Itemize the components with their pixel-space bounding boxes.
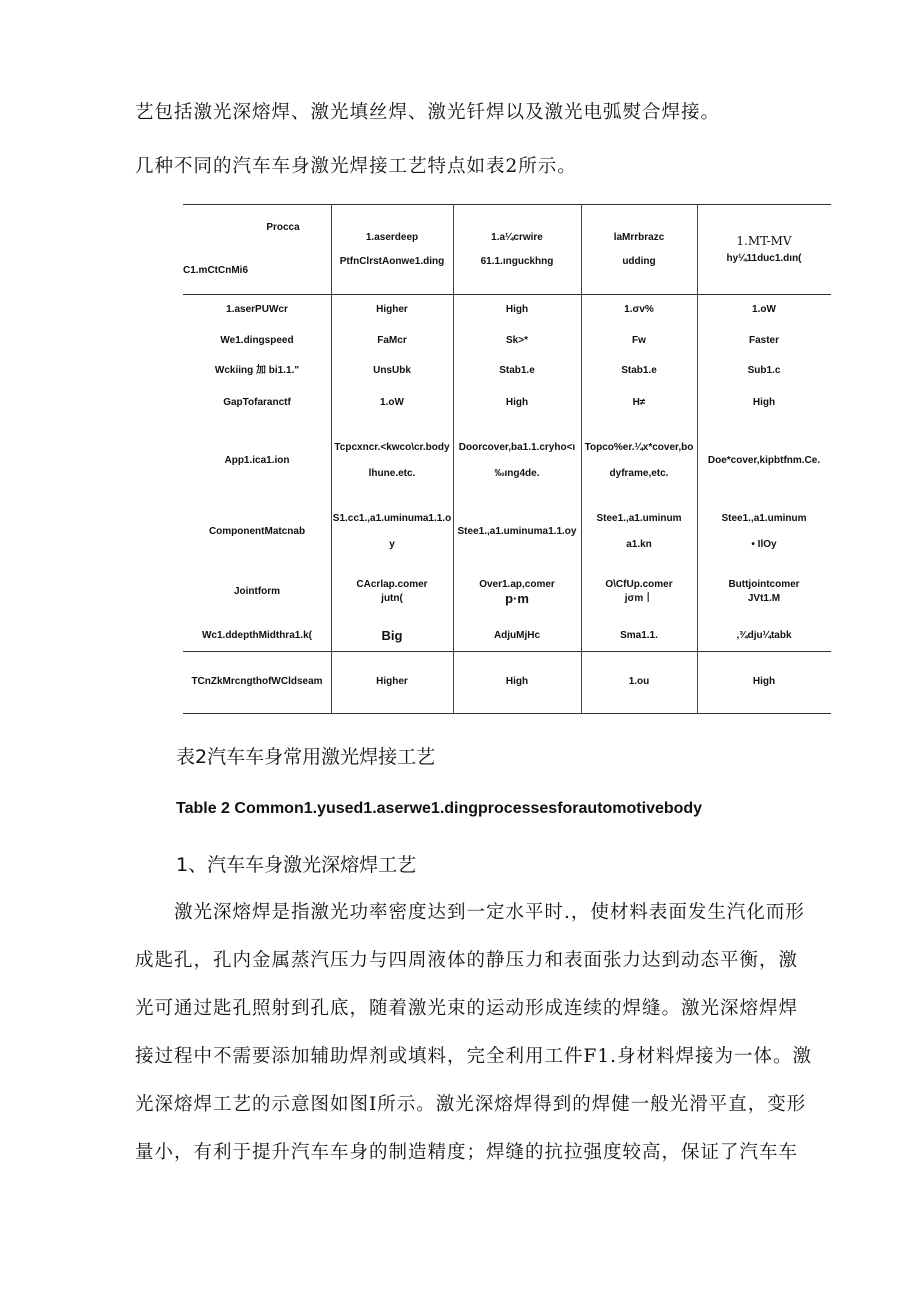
row-1-cell-1 — [331, 300, 453, 320]
row-label-6 — [183, 510, 331, 554]
table-top-rule — [183, 204, 831, 205]
row-8-cell-4-line: ,¾dju¼tabk — [736, 630, 792, 641]
row-label-9 — [183, 672, 331, 692]
row-4-cell-1 — [331, 393, 453, 413]
row-9-cell-1-line: Higher — [376, 676, 408, 687]
body-line-6: 量小，有利于提升汽车车身的制造精度；焊缝的抗拉强度较高，保证了汽车车 — [135, 1142, 799, 1163]
row-9-cell-2-line: High — [505, 676, 529, 687]
row-2-cell-2 — [453, 331, 581, 351]
row-5-cell-3-line: dyframe,etc. — [609, 468, 669, 479]
row-6-cell-2-line: Stee1.,a1.uminuma1.1.oy — [457, 526, 577, 537]
row-label-6-line: ComponentMatcnab — [208, 526, 306, 537]
row-9-cell-4 — [697, 672, 831, 692]
row-6-cell-1-line: S1.cc1.,a1.uminuma1.1.o — [332, 513, 452, 524]
row-5-cell-2-line: ‰ıng4de. — [494, 468, 540, 479]
row-3-cell-1 — [331, 361, 453, 381]
row-4-cell-3 — [581, 393, 697, 413]
row-8-cell-3 — [581, 626, 697, 646]
row-6-cell-3-line: Stee1.,a1.uminum — [596, 513, 682, 524]
row-7-cell-3-line: jσm丨 — [624, 593, 654, 604]
header-col-3-line: laMrrbrazc — [613, 232, 665, 243]
body-line-3: 光可通过匙孔照射到孔底，随着激光束的运动形成连续的焊缝。激光深熔焊焊 — [135, 998, 799, 1019]
row-7-cell-4-line: Buttjointcomer — [728, 579, 800, 590]
row-9-cell-1 — [331, 672, 453, 692]
row-7-cell-3 — [581, 570, 697, 614]
header-col-3-line: udding — [622, 256, 656, 267]
row-7-cell-1-line: CAcrlap.comer — [356, 579, 428, 590]
row-7-cell-2 — [453, 570, 581, 614]
row-2-cell-1-line: FaMcr — [377, 335, 407, 346]
header-col-1 — [331, 212, 453, 288]
header-col-1-line: 1.aserdeep — [365, 232, 419, 243]
header-col-2-line: 1.a¼crwire — [491, 232, 543, 243]
row-label-2-line: We1.dingspeed — [220, 335, 294, 346]
table-caption-chinese: 表2汽车车身常用激光焊接工艺 — [176, 746, 436, 768]
row-8-cell-4 — [697, 626, 831, 646]
row-3-cell-2 — [453, 361, 581, 381]
row-5-cell-4-line: Doe*cover,kipbtfnm.Ce. — [707, 455, 821, 466]
row-4-cell-1-line: 1.oW — [380, 397, 404, 408]
row-8-cell-1 — [331, 626, 453, 646]
row-9-cell-3 — [581, 672, 697, 692]
header-col-2-line: 61.1.ınguckhng — [480, 256, 554, 267]
row-5-cell-1-line: lhune.etc. — [368, 468, 416, 479]
header-col-4-line: hy¼11duc1.dın( — [726, 253, 802, 264]
row-label-5-line: App1.ica1.ion — [224, 455, 290, 466]
row-label-4-line: GapTofaranctf — [223, 397, 291, 408]
row-5-cell-2-line: Doorcover,ba1.1.cryho<ι — [458, 442, 576, 453]
row-6-cell-1-line: y — [389, 539, 395, 550]
row-1-cell-4-line: 1.oW — [752, 304, 776, 315]
row-3-cell-4 — [697, 361, 831, 381]
row-label-4 — [183, 393, 331, 413]
body-line-5: 光深熔焊工艺的示意图如图I所示。激光深熔焊得到的焊健一般光滑平直，变形 — [135, 1094, 807, 1115]
row-5-cell-2 — [453, 439, 581, 483]
row-7-cell-2-line: p·m — [505, 591, 529, 606]
row-7-cell-3-line: O\CfUp.comer — [605, 579, 673, 590]
row-3-cell-3 — [581, 361, 697, 381]
header-col-4 — [697, 212, 831, 288]
row-6-cell-2 — [453, 510, 581, 554]
body-line-4: 接过程中不需要添加辅助焊剂或填料，完全利用工件F1.身材料焊接为一体。激 — [135, 1046, 812, 1067]
row-2-cell-3 — [581, 331, 697, 351]
row-6-cell-4-line: • IlOy — [751, 539, 777, 550]
intro-line-2: 几种不同的汽车车身激光焊接工艺特点如表2所示。 — [135, 156, 577, 177]
table-row-rule — [183, 651, 831, 652]
header-col-3 — [581, 212, 697, 288]
row-3-cell-3-line: Stab1.e — [621, 365, 657, 376]
row-1-cell-3-line: 1.σv% — [624, 304, 654, 315]
row-1-cell-2-line: High — [505, 304, 529, 315]
row-3-cell-2-line: Stab1.e — [499, 365, 535, 376]
row-1-cell-1-line: Higher — [376, 304, 408, 315]
row-label-1 — [183, 300, 331, 320]
row-6-cell-4-line: Stee1.,a1.uminum — [721, 513, 807, 524]
row-8-cell-3-line: Sma1.1. — [620, 630, 658, 641]
row-4-cell-3-line: H≠ — [632, 397, 646, 408]
row-8-cell-1-line: Big — [381, 628, 403, 643]
row-5-cell-3 — [581, 439, 697, 483]
row-1-cell-4 — [697, 300, 831, 320]
row-8-cell-2 — [453, 626, 581, 646]
row-label-2 — [183, 331, 331, 351]
row-6-cell-3 — [581, 510, 697, 554]
row-7-cell-4 — [697, 570, 831, 614]
body-line-2: 成匙孔，孔内金属蒸汽压力与四周液体的静压力和表面张力达到动态平衡，激 — [135, 950, 799, 971]
header-col-1-line: PtfnClrstAonwe1.ding — [339, 256, 445, 267]
row-2-cell-3-line: Fw — [632, 335, 646, 346]
row-label-3-line: Wckiing 加 bi1.1." — [214, 365, 300, 376]
section-heading: 1、汽车车身激光深熔焊工艺 — [176, 854, 417, 876]
row-4-cell-2 — [453, 393, 581, 413]
row-label-5 — [183, 439, 331, 483]
row-label-9-line: TCnZkMrcngthofWCldseam — [191, 676, 323, 687]
row-9-cell-4-line: High — [752, 676, 776, 687]
row-label-3 — [183, 361, 331, 381]
row-5-cell-1 — [331, 439, 453, 483]
row-5-cell-1-line: Tcpcxncr.<kwco\cr.body — [334, 442, 450, 453]
row-4-cell-4 — [697, 393, 831, 413]
header-corner-top: Procca — [266, 222, 300, 233]
row-5-cell-4 — [697, 439, 831, 483]
row-label-8 — [183, 626, 331, 646]
row-4-cell-2-line: High — [505, 397, 529, 408]
row-6-cell-4 — [697, 510, 831, 554]
row-2-cell-4-line: Faster — [748, 335, 779, 346]
row-7-cell-2-line: Over1.ap,comer — [479, 579, 555, 590]
row-9-cell-3-line: 1.ou — [628, 676, 650, 687]
header-corner-bottom: C1.mCtCnMi6 — [183, 265, 249, 276]
header-col-4-line: 1.MT-MV — [736, 234, 792, 248]
row-3-cell-4-line: Sub1.c — [747, 365, 781, 376]
row-label-8-line: Wc1.ddepthMidthra1.k( — [201, 630, 312, 641]
row-8-cell-2-line: AdjuMjHc — [493, 630, 541, 641]
intro-line-1: 艺包括激光深熔焊、激光填丝焊、激光钎焊以及激光电弧熨合焊接。 — [135, 102, 721, 123]
row-1-cell-3 — [581, 300, 697, 320]
row-4-cell-4-line: High — [752, 397, 776, 408]
table-header-rule — [183, 294, 831, 295]
row-5-cell-3-line: Topco%er.¼x*cover,bo — [584, 442, 694, 453]
row-7-cell-4-line: JVt1.M — [747, 593, 781, 604]
header-col-2 — [453, 212, 581, 288]
row-label-7 — [183, 570, 331, 614]
row-6-cell-3-line: a1.kn — [626, 539, 652, 550]
row-7-cell-1-line: jutn( — [381, 593, 403, 604]
row-2-cell-4 — [697, 331, 831, 351]
row-9-cell-2 — [453, 672, 581, 692]
row-label-7-line: Jointform — [233, 586, 281, 597]
row-2-cell-2-line: Sk>* — [506, 335, 528, 346]
table-bottom-rule — [183, 713, 831, 714]
row-2-cell-1 — [331, 331, 453, 351]
body-line-1: 激光深熔焊是指激光功率密度达到一定水平时.，使材料表面发生汽化而形 — [135, 902, 805, 923]
row-6-cell-1 — [331, 510, 453, 554]
table-caption-english: Table 2 Common1.yused1.aserwe1.dingprocessesforautomotivebody — [176, 800, 703, 817]
row-label-1-line: 1.aserPUWcr — [226, 304, 288, 315]
row-7-cell-1 — [331, 570, 453, 614]
row-1-cell-2 — [453, 300, 581, 320]
row-3-cell-1-line: UnsUbk — [373, 365, 411, 376]
